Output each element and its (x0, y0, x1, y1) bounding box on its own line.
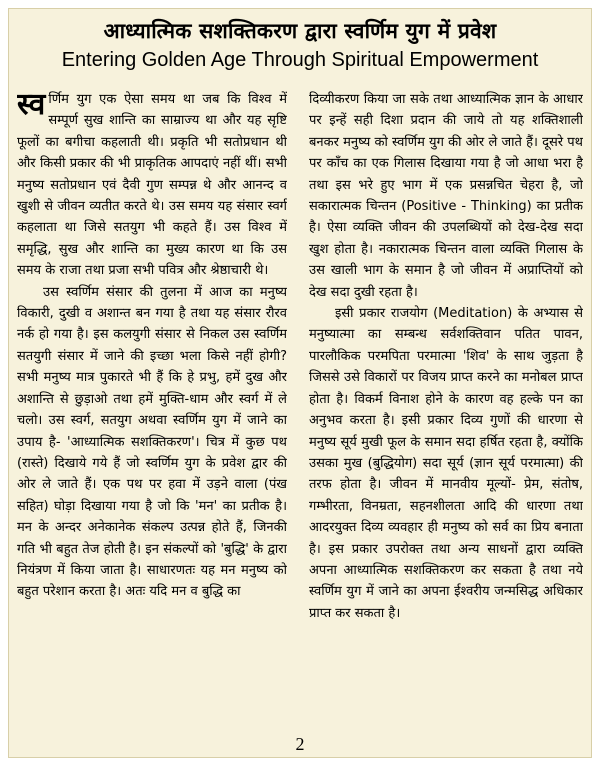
document-page (8, 8, 592, 758)
left-paragraph-2: उस स्वर्णिम संसार की तुलना में आज का मनुष्य विकारी, दुखी व अशान्त बन गया है तथा यह संसार रौरव नर्क हो गया है। इस कलयुगी संसार से निकल उस स्वर्णिम सतयुगी संसार में जाने की इच्छा भला किसे नहीं होगी? सभी मनुष्य मात्र पुकारते भी हैं कि हे प्रभु, हमें दुख और अशान्ति से छुड़ाओ तथा हमें मुक्ति-धाम और स्वर्ग में ले चलो। उस स्वर्ग, सतयुग अथवा स्वर्णिम युग में जाने का उपाय है- 'आध्यात्मिक सशक्तिकरण'। चित्र में कुछ पथ (रास्ते) दिखाये गये हैं जो स्वर्णिम युग के प्रवेश द्वार की ओर ले जाते हैं। एक पथ पर हवा में उड़ने वाला (पंख सहित) घोड़ा दिखाया गया है जो कि 'मन' का प्रतीक है। मन के अन्दर अनेकानेक संकल्प उत्पन्न होते हैं, जिनकी गति भी बहुत तेज होती है। इन संकल्पों को 'बुद्धि' के द्वारा नियंत्रण में किया जाता है। साधारणतः यह मन मनुष्य को बहुत परेशान करता है। अतः यदि मन व बुद्धि का (17, 284, 287, 600)
hindi-title: आध्यात्मिक सशक्तिकरण द्वारा स्वर्णिम युग में प्रवेश (103, 19, 497, 43)
right-paragraph-2: इसी प्रकार राजयोग (Meditation) के अभ्यास से मनुष्यात्मा का सम्बन्ध सर्वशक्तिवान पतित पावन, पारलौकिक परमपिता परमात्मा 'शिव' के साथ जुड़ता है जिससे उसे विकारों पर विजय प्राप्त करने का मनोबल प्राप्त होता है। विकर्म विनाश होने के कारण वह हल्के पन का अनुभव करता है। इसी प्रकार दिव्य गुणों की धारणा से मनुष्य सूर्य मुखी फूल के समान सदा हर्षित रहता है, क्योंकि उसका मुख (बुद्धियोग) सदा सूर्य (ज्ञान सूर्य परमात्मा) की तरफ होता है। जीवन में मानवीय मूल्यों- प्रेम, संतोष, गम्भीरता, विनम्रता, सहनशीलता आदि की धारणा तथा आदरयुक्त दिव्य व्यवहार ही मनुष्य को सर्व का प्रिय बनाता है। इस प्रकार उपरोक्त तथा अन्य साधनों द्वारा व्यक्ति अपना आध्यात्मिक सशक्तिकरण कर सकता है तथा नये स्वर्णिम युग में जाने का अपना ईश्वरीय जन्मसिद्ध अधिकार प्राप्त कर सकता है। (309, 306, 583, 621)
left-paragraph-1 (17, 89, 287, 282)
right-column (309, 89, 583, 719)
right-paragraph-1: दिव्यीकरण किया जा सके तथा आध्यात्मिक ज्ञान के आधार पर इन्हें सही दिशा प्रदान की जाये तो यह शक्तिशाली बनकर मनुष्य को स्वर्णिम युग की ओर ले जाते हैं। दूसरे पथ पर काँच का एक गिलास दिखाया गया है जो आधा भरा है तथा इस भरे हुए भाग में एक प्रसन्नचित चेहरा है, जो सकारात्मक चिन्तन (Positive - Thinking) का प्रतीक है। ऐसा व्यक्ति जीवन की उपलब्धियों को देख-देख सदा खुश होता है। नकारात्मक चिन्तन वाला व्यक्ति गिलास के उस खाली भाग के समान है जो जीवन में अप्राप्तियों को देख सदा दुखी रहता है। (309, 92, 583, 300)
drop-cap: स्व (17, 89, 46, 122)
left-paragraph-1-text: र्णिम युग एक ऐसा समय था जब कि विश्व में सम्पूर्ण सुख शान्ति का साम्राज्य था और यह सृष्टि फूलों का बगीचा कहलाती थी। प्रकृति भी सतोप्रधान थी और किसी प्रकार की भी प्राकृतिक आपदाएं नहीं थीं। सभी मनुष्य सतोप्रधान एवं दैवी गुण सम्पन्न थे और आनन्द व खुशी से जीवन व्यतीत करते थे। उस समय यह संसार स्वर्ग कहलाता था जिसे सतयुग भी कहते हैं। उस विश्व में समृद्धि, सुख और शान्ति का मुख्य कारण था कि उस समय के राजा तथा प्रजा सभी पवित्र और श्रेष्ठाचारी थे। (17, 92, 287, 279)
english-title: Entering Golden Age Through Spiritual Empowerment (61, 49, 539, 71)
left-column (17, 89, 287, 719)
page-number: 2 (295, 734, 305, 754)
